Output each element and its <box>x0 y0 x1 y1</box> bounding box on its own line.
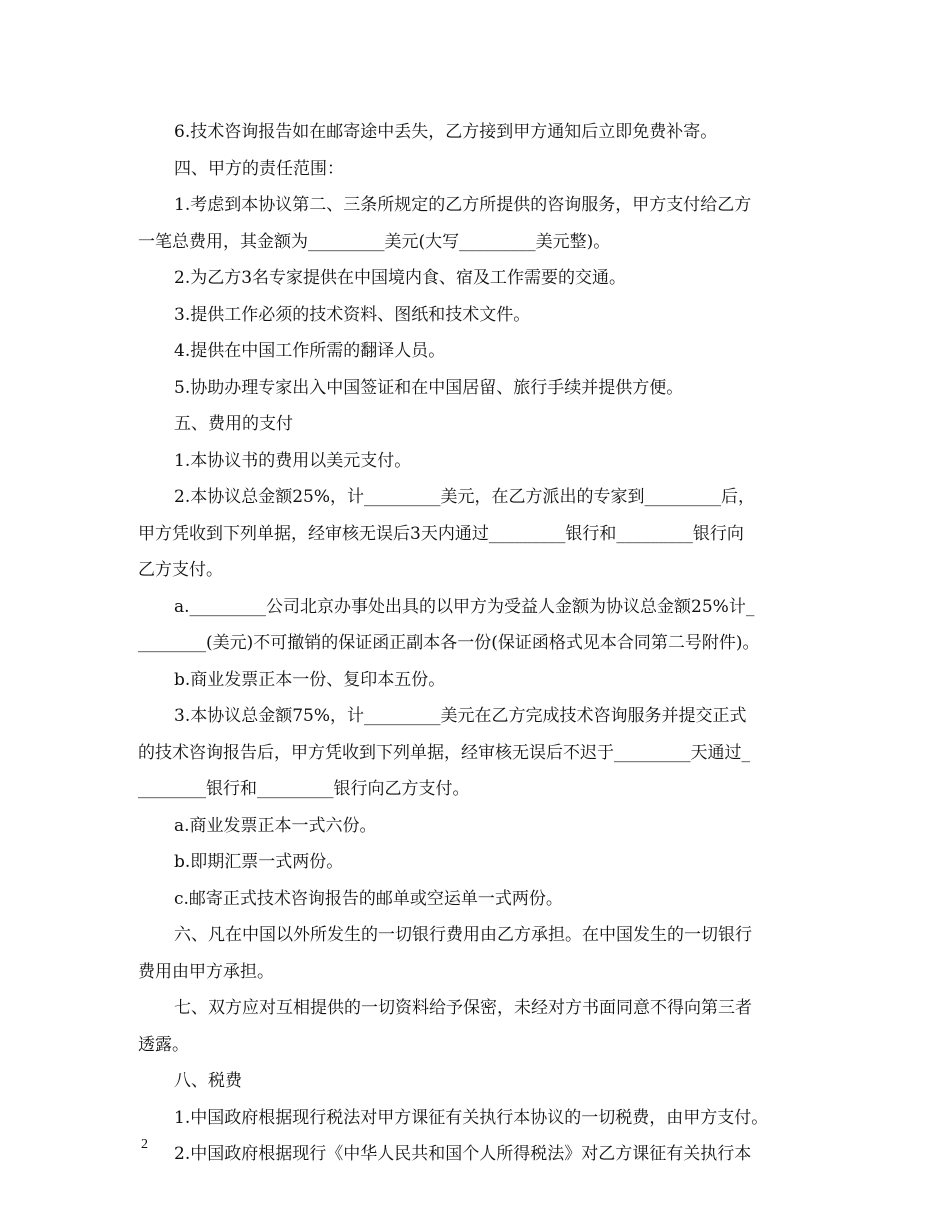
paragraph-line: 1.中国政府根据现行税法对甲方课征有关执行本协议的一切税费，由甲方支付。 <box>174 1107 769 1128</box>
paragraph-line: ________(美元)不可撤销的保证函正副本各一份(保证函格式见本合同第二号附件)。 <box>138 633 760 653</box>
section-heading: 八、税费 <box>174 1071 242 1091</box>
paragraph-line: 2.为乙方3名专家提供在中国境内食、宿及工作需要的交通。 <box>174 268 627 288</box>
paragraph-line: 1.本协议书的费用以美元支付。 <box>174 450 412 471</box>
paragraph-line: b.即期汇票一式两份。 <box>174 852 344 872</box>
page-number: 2 <box>141 1137 148 1152</box>
section-heading: 五、费用的支付 <box>174 414 293 434</box>
paragraph-line: 透露。 <box>138 1034 189 1055</box>
paragraph-line: c.邮寄正式技术咨询报告的邮单或空运单一式两份。 <box>174 888 563 909</box>
section-heading: 七、双方应对互相提供的一切资料给予保密，未经对方书面同意不得向第三者 <box>174 998 752 1018</box>
paragraph-line: a._________公司北京办事处出具的以甲方为受益人金额为协议总金额25%计_ <box>174 596 755 617</box>
paragraph-line: 甲方凭收到下列单据，经审核无误后3天内通过_________银行和_________银行向 <box>138 523 744 544</box>
paragraph-line: 3.本协议总金额75%，计_________美元在乙方完成技术咨询服务并提交正式 <box>174 706 747 726</box>
paragraph-line: ________银行和_________银行向乙方支付。 <box>138 779 470 799</box>
paragraph-line: 2.中国政府根据现行《中华人民共和国个人所得税法》对乙方课征有关执行本 <box>174 1144 752 1164</box>
paragraph-line: 费用由甲方承担。 <box>138 961 274 982</box>
paragraph-line: 乙方支付。 <box>138 560 223 580</box>
paragraph-line: 3.提供工作必须的技术资料、图纸和技术文件。 <box>174 304 531 325</box>
paragraph-line: 2.本协议总金额25%，计_________美元，在乙方派出的专家到_________后， <box>174 487 756 507</box>
paragraph-line: 1.考虑到本协议第二、三条所规定的乙方所提供的咨询服务，甲方支付给乙方 <box>174 195 752 215</box>
paragraph-line: a.商业发票正本一式六份。 <box>174 815 377 836</box>
paragraph-line: b.商业发票正本一份、复印本五份。 <box>174 669 446 690</box>
paragraph-line: 的技术咨询报告后，甲方凭收到下列单据，经审核无误后不迟于_________天通过_ <box>138 742 750 763</box>
paragraph-line: 4.提供在中国工作所需的翻译人员。 <box>174 341 446 361</box>
section-heading: 四、甲方的责任范围： <box>174 158 344 179</box>
paragraph-line: 一笔总费用，其金额为_________美元(大写_________美元整)。 <box>138 231 611 252</box>
section-heading: 六、凡在中国以外所发生的一切银行费用由乙方承担。在中国发生的一切银行 <box>174 925 752 945</box>
paragraph-line: 6.技术咨询报告如在邮寄途中丢失，乙方接到甲方通知后立即免费补寄。 <box>174 122 718 142</box>
document-body <box>138 114 828 1173</box>
paragraph-line: 5.协助办理专家出入中国签证和在中国居留、旅行手续并提供方便。 <box>174 377 684 398</box>
